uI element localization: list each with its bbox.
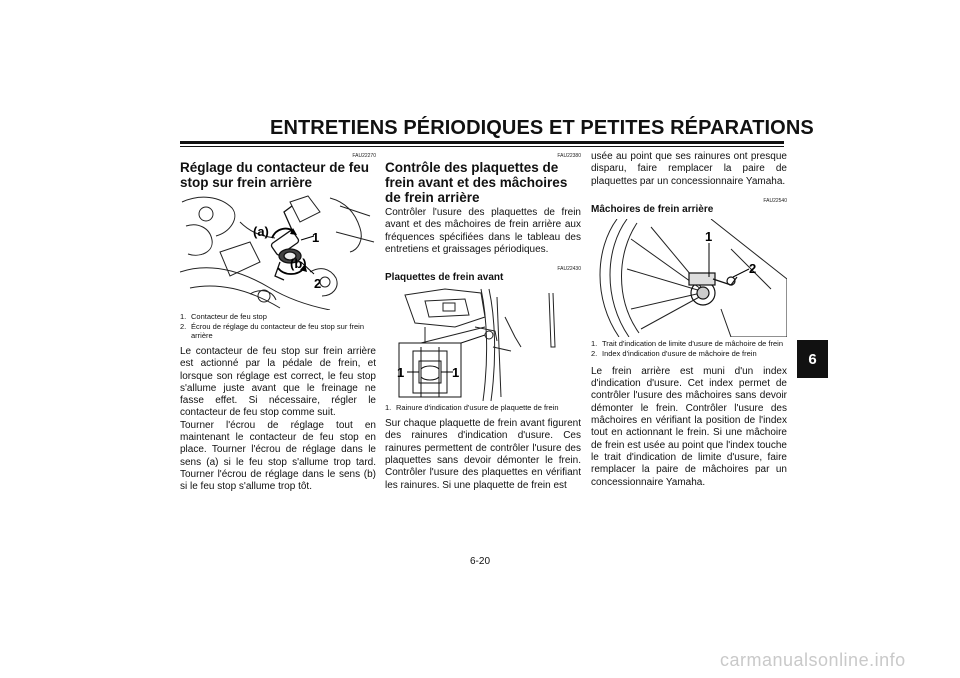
figure-captions <box>591 339 787 358</box>
brake-switch-figure <box>180 192 376 310</box>
figure-label-1: 1 <box>705 228 713 244</box>
header-rule-thick <box>180 141 784 144</box>
rear-brake-shoes-figure <box>591 219 787 337</box>
subsection-title: Mâchoires de frein arrière <box>591 203 714 215</box>
header-rule-thin <box>180 146 784 147</box>
figure-label-2: 2 <box>314 276 322 291</box>
section-title: Contrôle des plaquettes de frein avant et des mâchoires de frein arrière <box>385 160 568 205</box>
page-header-title: ENTRETIENS PÉRIODIQUES ET PETITES RÉPARATIONS <box>270 117 814 139</box>
page-number: 6-20 <box>469 556 490 567</box>
paragraph: Tourner l'écrou de réglage tout en maintenant le contacteur de feu stop en place. Tourner l'écrou de réglage dans le sens (a) si le feu stop s'allume trop tard. Tourner l'écrou de réglage dans le sens (b) si le feu stop s'allume trop tôt. <box>180 419 376 493</box>
column-brake-shoes <box>591 150 787 489</box>
caption-item: 1. Rainure d'indication d'usure de plaquette de frein <box>385 403 559 413</box>
section-code: FAU22270 <box>352 153 376 159</box>
figure-label-b: (b) <box>290 256 307 271</box>
caption-item: 2. Écrou de réglage du contacteur de feu stop sur frein arrière <box>180 322 365 340</box>
figure-label-1-left: 1 <box>397 365 405 381</box>
figure-captions <box>385 403 581 412</box>
front-brake-pads-figure <box>385 287 581 401</box>
chapter-tab[interactable]: 6 <box>797 340 828 378</box>
section-code: FAU22380 <box>557 153 581 159</box>
paragraph: Contrôler l'usure des plaquettes de frein avant et des mâchoires de frein arrière aux fréquences spécifiées dans le tableau des entretiens et graissages périodiques. <box>385 207 581 255</box>
figure-label-2: 2 <box>749 260 757 276</box>
watermark: carmanualsonline.info <box>720 650 906 670</box>
figure-label-1-right: 1 <box>452 365 460 381</box>
subsection-title: Plaquettes de frein avant <box>385 272 504 284</box>
column-brake-pads <box>385 150 581 492</box>
section-code: FAU22540 <box>763 197 787 204</box>
column-brake-light-switch <box>180 150 376 494</box>
paragraph: Le frein arrière est muni d'un index d'indication d'usure. Cet index permet de contrôler l'usure des mâchoires sans devoir démonter le frein. Contrôler l'usure des mâchoires en vérifiant la position de l'index tout en actionnant le frein. Si une mâchoire de frein est usée au point que l'index touche le trait d'indication de limite d'usure, faire remplacer la paire de mâchoires par un concessionnaire Yamaha. <box>591 365 787 488</box>
caption-item: 1. Contacteur de feu stop <box>180 312 267 321</box>
paragraph: Sur chaque plaquette de frein avant figurent des rainures d'indication d'usure. Ces rainures permettent de contrôler l'usure des plaquettes sans devoir démonter le frein. Contrôler l'usure des plaquettes en vérifiant les rainures. Si une plaquette de frein est <box>385 418 581 491</box>
figure-label-1: 1 <box>312 230 320 245</box>
caption-item: 1. Trait d'indication de limite d'usure de mâchoire de frein <box>591 338 784 348</box>
figure-captions <box>180 312 376 340</box>
figure-label-a: (a) <box>253 224 269 239</box>
section-title: Réglage du contacteur de feu stop sur frein arrière <box>180 160 370 190</box>
paragraph: Le contacteur de feu stop sur frein arrière est actionné par la pédale de frein, et lorsque son réglage est correct, le feu stop s'allume juste avant que le freinage ne fasse effet. Si nécessaire, régler le contacteur de feu stop comme suit. <box>180 346 376 419</box>
section-code: FAU22430 <box>557 266 581 273</box>
caption-item: 2. Index d'indication d'usure de mâchoire de frein <box>591 348 757 358</box>
paragraph: usée au point que ses rainures ont presque disparu, faire remplacer la paire de plaquettes par un concessionnaire Yamaha. <box>591 151 787 187</box>
